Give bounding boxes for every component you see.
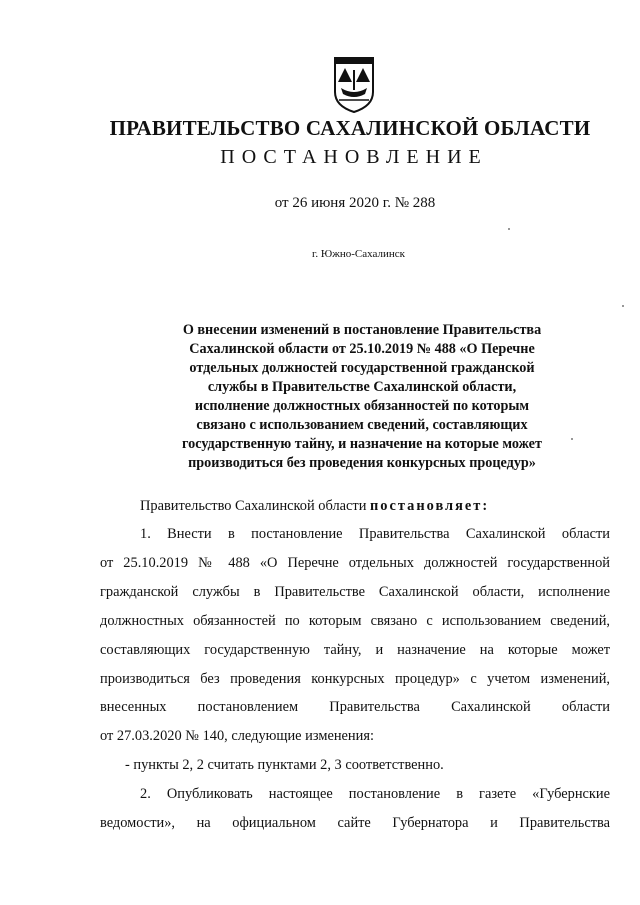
- body-line: производиться без проведения конкурсных процедур» с учетом изменений,: [100, 671, 610, 687]
- city: г. Южно-Сахалинск: [312, 248, 405, 260]
- title-line: связано с использованием сведений, составляющих: [196, 417, 528, 433]
- title-line: исполнение должностных обязанностей по которым: [194, 398, 530, 414]
- title-line: О внесении изменений в постановление Правительства: [182, 322, 542, 338]
- intro-text: Правительство Сахалинской области: [140, 498, 367, 514]
- body-line: составляющих государственную тайну, и назначение на которые может: [100, 642, 610, 658]
- body-line: от 27.03.2020 № 140, следующие изменения:: [100, 728, 374, 744]
- title-line: государственную тайну, и назначение на которые может: [182, 436, 542, 452]
- coat-of-arms-icon: [329, 54, 379, 114]
- body-line: должностных обязанностей по которым связано с использованием сведений,: [100, 613, 610, 629]
- body-line: ведомости», на официальном сайте Губернатора и Правительства: [100, 815, 610, 831]
- document-type: ПОСТАНОВЛЕНИЕ: [220, 146, 488, 168]
- body-line: 1. Внести в постановление Правительства Сахалинской области: [140, 526, 610, 542]
- body-line: - пункты 2, 2 считать пунктами 2, 3 соответственно.: [125, 757, 444, 773]
- scan-speck: [622, 305, 624, 307]
- title-line: службы в Правительстве Сахалинской области,: [207, 379, 517, 395]
- title-line: Сахалинской области от 25.10.2019 № 488 «О Перечне: [189, 341, 535, 357]
- title-line: отдельных должностей государственной гражданской: [189, 360, 535, 376]
- title-line: производиться без проведения конкурсных процедур»: [188, 455, 536, 471]
- decree-title: [146, 321, 578, 473]
- body-line: от 25.10.2019 № 488 «О Перечне отдельных должностей государственной: [100, 555, 610, 571]
- government-title: ПРАВИТЕЛЬСТВО САХАЛИНСКОЙ ОБЛАСТИ: [109, 116, 591, 140]
- intro-decree-word: постановляет:: [370, 498, 490, 514]
- date-and-number: от 26 июня 2020 г. № 288: [274, 195, 436, 211]
- body-line: 2. Опубликовать настоящее постановление в газете «Губернские: [140, 786, 610, 802]
- scan-speck: [508, 228, 510, 230]
- body-line: внесенных постановлением Правительства Сахалинской области: [100, 699, 610, 715]
- intro-line: [140, 498, 610, 515]
- scan-speck: [571, 438, 573, 440]
- body-line: гражданской службы в Правительстве Сахалинской области, исполнение: [100, 584, 610, 600]
